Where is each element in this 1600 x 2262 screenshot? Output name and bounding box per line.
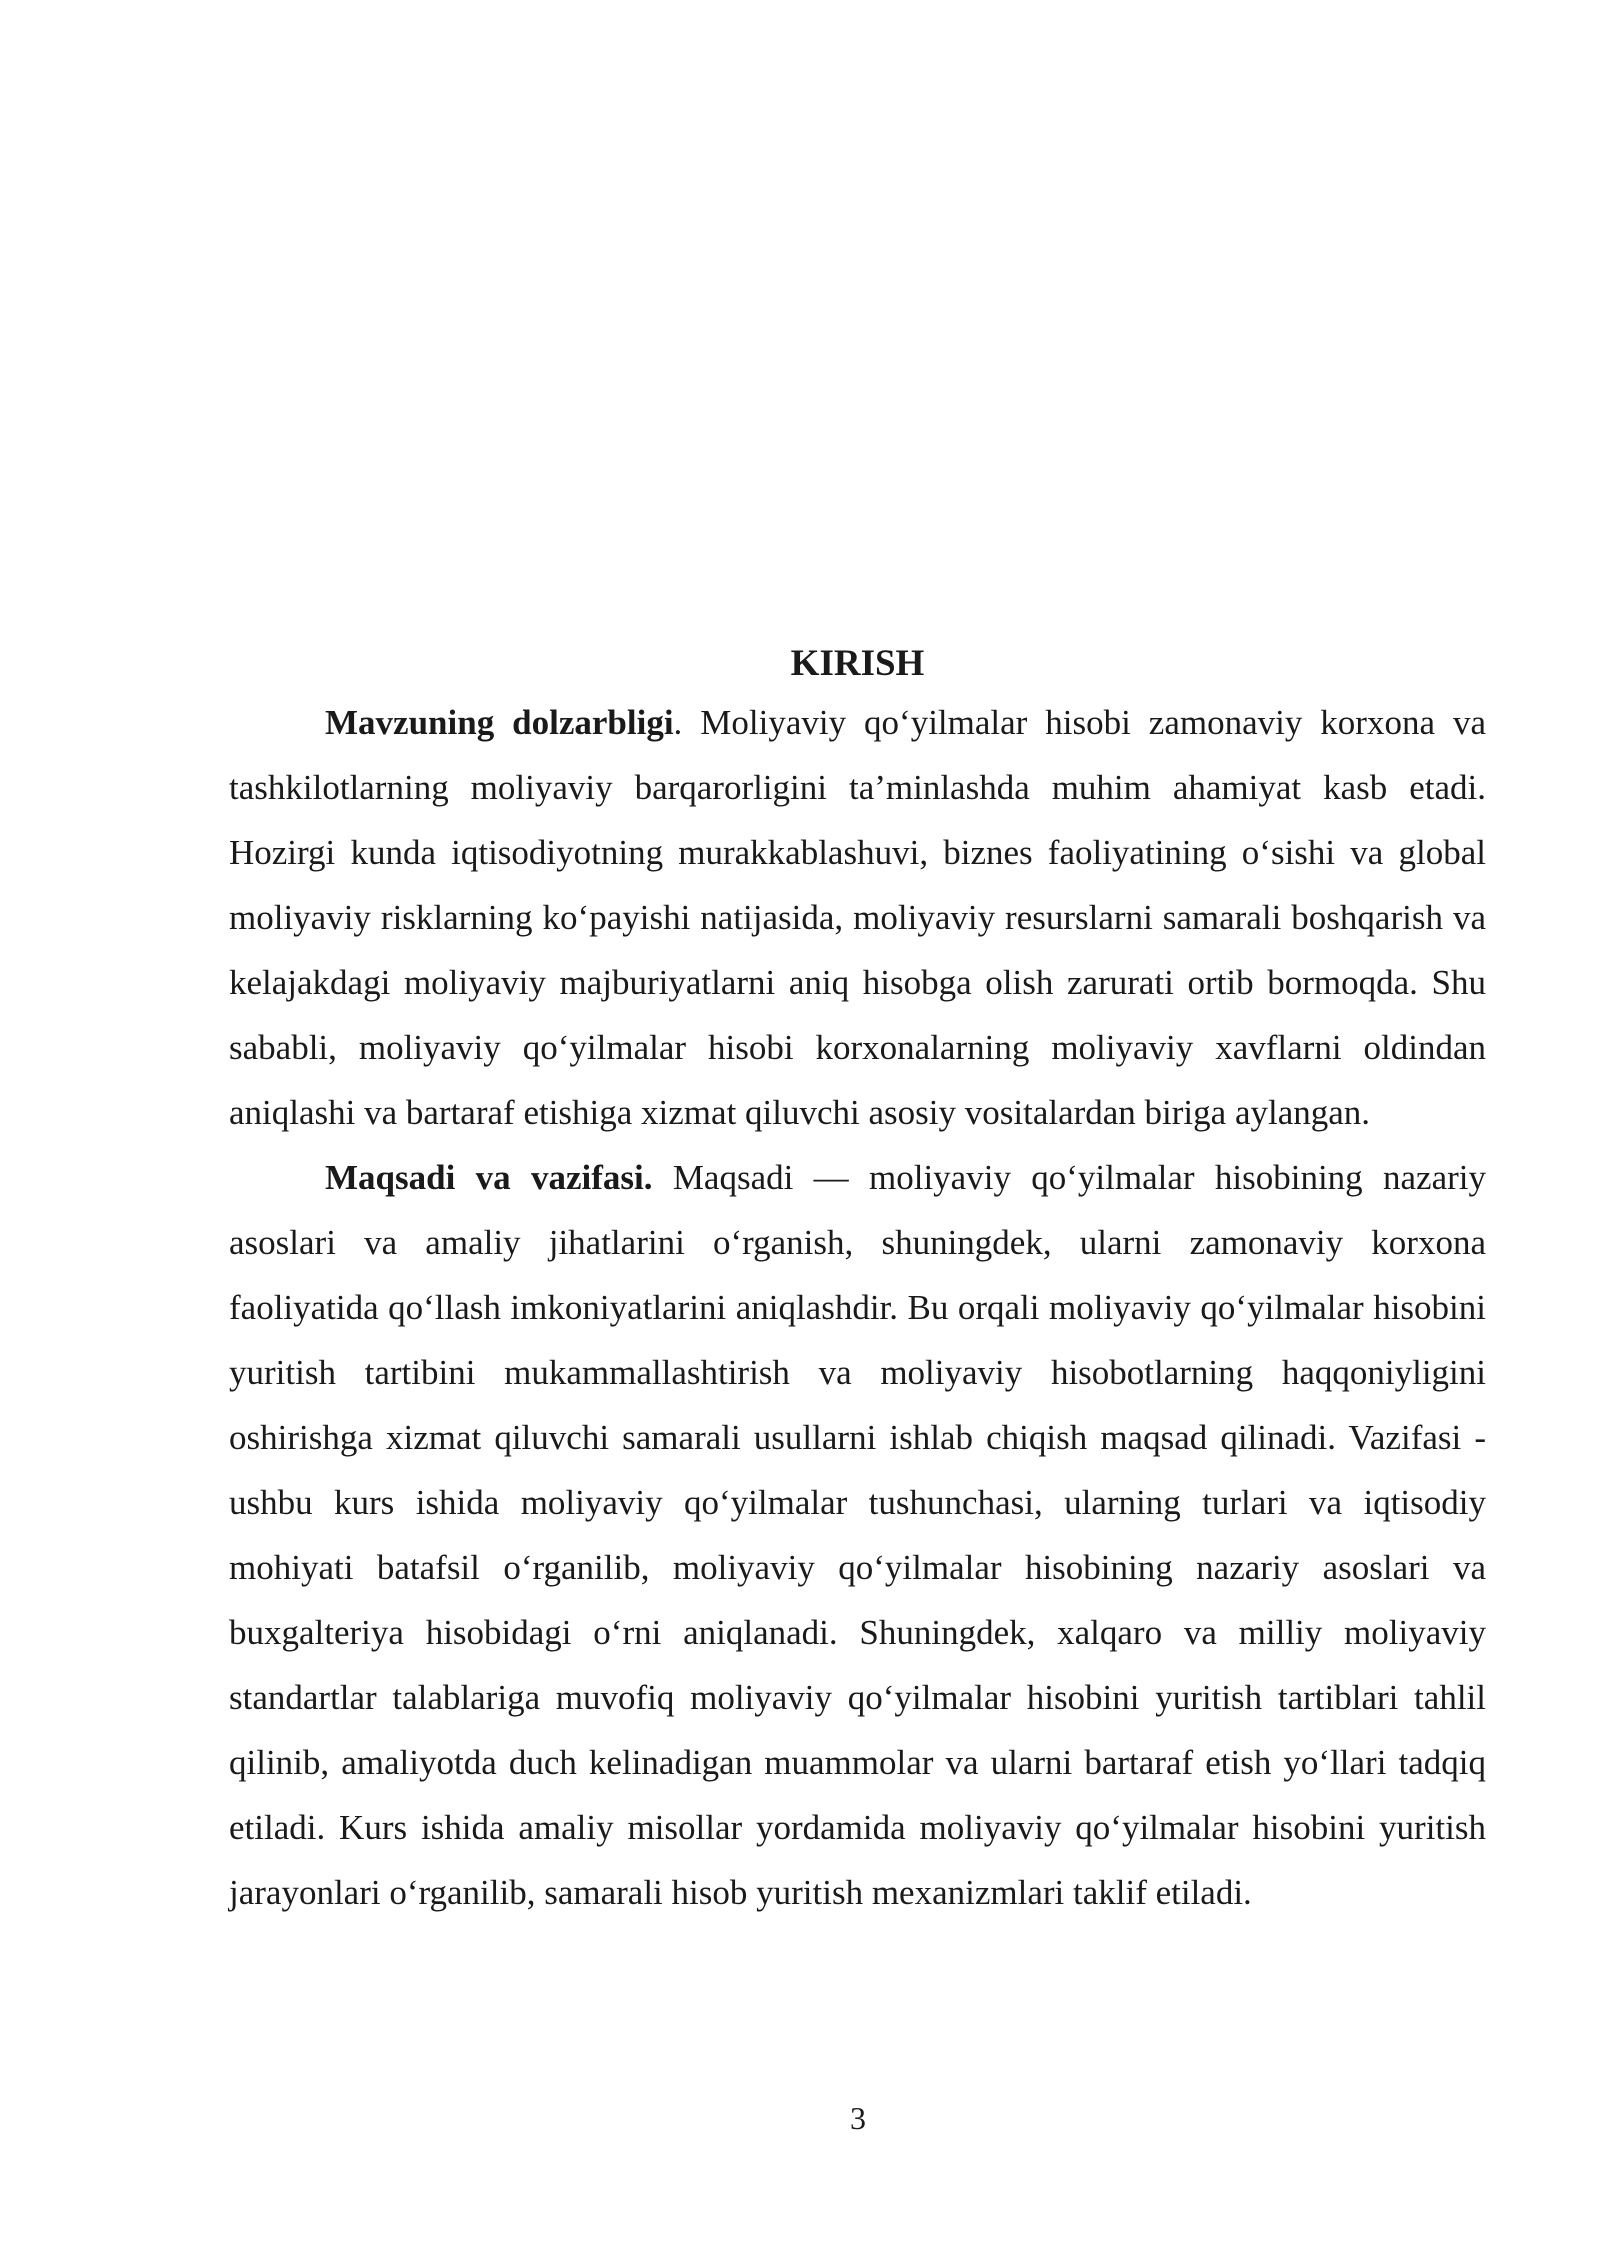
paragraph-lead-goals: Maqsadi va vazifasi. [325, 1158, 653, 1197]
paragraph-lead-punct: . [673, 703, 683, 742]
page-content [229, 638, 1486, 1925]
paragraph-body-relevance: Moliyaviy qo‘yilmalar hisobi zamonaviy korxona va tashkilotlarning moliyaviy barqarorligini ta’minlashda muhim ahamiyat kasb etadi. Hozirgi kunda iqtisodiyotning murakkablashuvi, biznes faoliyatining o‘sishi va global moliyaviy risklarning ko‘payishi natijasida, moliyaviy resurslarni samarali boshqarish va kelajakdagi moliyaviy majburiyatlarni aniq hisobga olish zarurati ortib bormoqda. Shu sababli, moliyaviy qo‘yilmalar hisobi korxonalarning moliyaviy xavflarni oldindan aniqlashi va bartaraf etishiga xizmat qiluvchi asosiy vositalardan biriga aylangan. [229, 703, 1486, 1132]
paragraph-body-goals: Maqsadi — moliyaviy qo‘yilmalar hisobining nazariy asoslari va amaliy jihatlarini o‘rganish, shuningdek, ularni zamonaviy korxona faoliyatida qo‘llash imkoniyatlarini aniqlashdir. Bu orqali moliyaviy qo‘yilmalar hisobini yuritish tartibini mukammallashtirish va moliyaviy hisobotlarning haqqoniyligini oshirishga xizmat qiluvchi samarali usullarni ishlab chiqish maqsad qilinadi. Vazifasi - ushbu kurs ishida moliyaviy qo‘yilmalar tushunchasi, ularning turlari va iqtisodiy mohiyati batafsil o‘rganilib, moliyaviy qo‘yilmalar hisobining nazariy asoslari va buxgalteriya hisobidagi o‘rni aniqlanadi. Shuningdek, xalqaro va milliy moliyaviy standartlar talablariga muvofiq moliyaviy qo‘yilmalar hisobini yuritish tartiblari tahlil qilinib, amaliyotda duch kelinadigan muammolar va ularni bartaraf etish yo‘llari tadqiq etiladi. Kurs ishida amaliy misollar yordamida moliyaviy qo‘yilmalar hisobini yuritish jarayonlari o‘rganilib, samarali hisob yuritish mexanizmlari taklif etiladi. [229, 1158, 1486, 1912]
paragraph-relevance [229, 690, 1486, 1145]
section-heading: KIRISH [790, 643, 925, 684]
paragraph-lead-relevance: Mavzuning dolzarbligi [325, 703, 674, 742]
page-number: 3 [850, 2100, 866, 2136]
paragraph-goals [229, 1145, 1486, 1925]
